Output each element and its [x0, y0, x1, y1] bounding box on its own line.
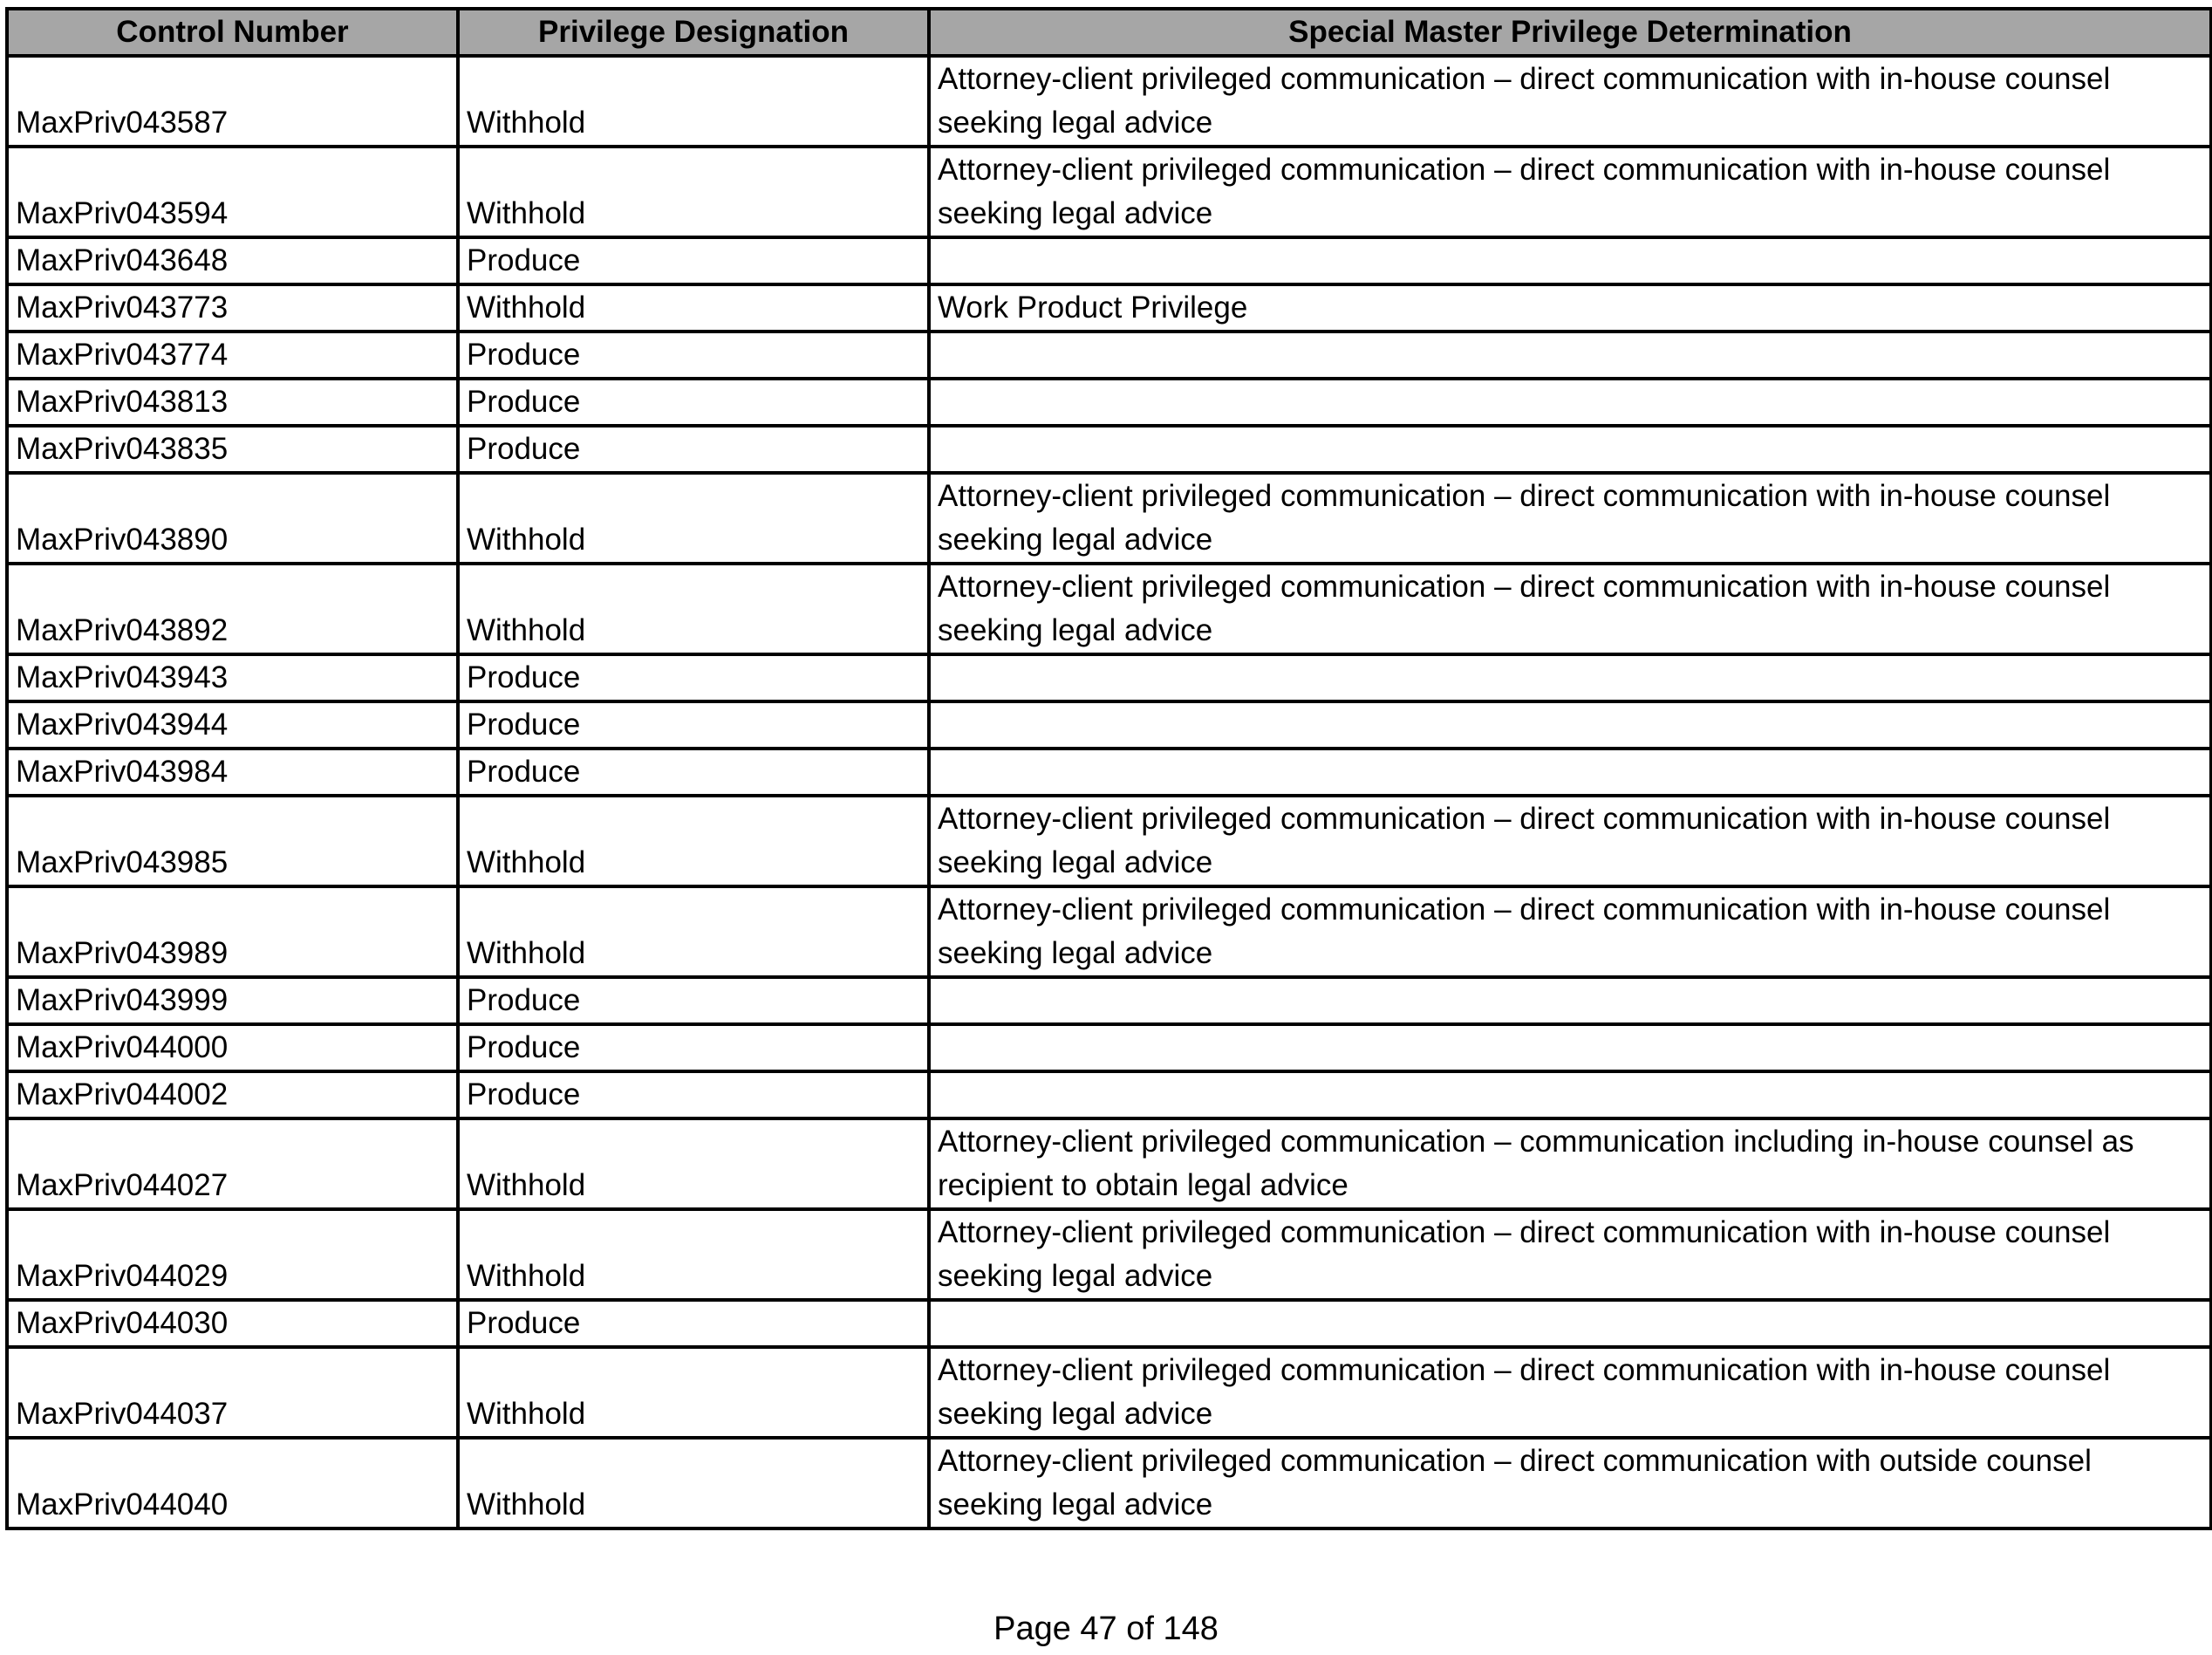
determination-cell	[929, 426, 2211, 473]
control-number-cell: MaxPriv044029	[7, 1209, 458, 1300]
control-number-cell: MaxPriv043890	[7, 473, 458, 564]
control-number-cell: MaxPriv043835	[7, 426, 458, 473]
table-row	[7, 284, 2211, 332]
determination-cell	[929, 1071, 2211, 1118]
determination-cell: Attorney-client privileged communication – direct communication with in-house counsel seeking legal advice	[929, 1347, 2211, 1438]
table-row	[7, 147, 2211, 237]
determination-cell: Attorney-client privileged communication – direct communication with in-house counsel seeking legal advice	[929, 56, 2211, 147]
privilege-designation-cell: Produce	[458, 1071, 929, 1118]
privilege-designation-cell: Produce	[458, 237, 929, 284]
privilege-designation-cell: Withhold	[458, 564, 929, 654]
privilege-log-table	[5, 7, 2212, 1530]
table-row	[7, 1024, 2211, 1071]
determination-cell	[929, 654, 2211, 701]
privilege-designation-cell: Produce	[458, 749, 929, 796]
privilege-designation-cell: Withhold	[458, 1209, 929, 1300]
determination-cell: Attorney-client privileged communication – direct communication with in-house counsel seeking legal advice	[929, 473, 2211, 564]
table-row	[7, 1118, 2211, 1209]
privilege-designation-cell: Produce	[458, 1024, 929, 1071]
privilege-designation-cell: Produce	[458, 977, 929, 1024]
control-number-cell: MaxPriv043989	[7, 886, 458, 977]
control-number-cell: MaxPriv044040	[7, 1438, 458, 1528]
table-row	[7, 886, 2211, 977]
control-number-cell: MaxPriv043984	[7, 749, 458, 796]
table-row	[7, 701, 2211, 749]
determination-cell	[929, 749, 2211, 796]
control-number-cell: MaxPriv043943	[7, 654, 458, 701]
determination-cell: Attorney-client privileged communication – direct communication with in-house counsel seeking legal advice	[929, 886, 2211, 977]
determination-cell: Attorney-client privileged communication – direct communication with in-house counsel seeking legal advice	[929, 147, 2211, 237]
determination-cell: Attorney-client privileged communication – direct communication with outside counsel seeking legal advice	[929, 1438, 2211, 1528]
control-number-cell: MaxPriv044000	[7, 1024, 458, 1071]
control-number-cell: MaxPriv043587	[7, 56, 458, 147]
control-number-cell: MaxPriv044027	[7, 1118, 458, 1209]
privilege-designation-cell: Withhold	[458, 1118, 929, 1209]
determination-cell: Attorney-client privileged communication – direct communication with in-house counsel seeking legal advice	[929, 796, 2211, 886]
table-row	[7, 1209, 2211, 1300]
privilege-designation-cell: Withhold	[458, 473, 929, 564]
determination-cell	[929, 379, 2211, 426]
table-row	[7, 426, 2211, 473]
table-row	[7, 56, 2211, 147]
table-row	[7, 473, 2211, 564]
control-number-cell: MaxPriv043594	[7, 147, 458, 237]
control-number-cell: MaxPriv044002	[7, 1071, 458, 1118]
table-row	[7, 977, 2211, 1024]
privilege-designation-cell: Withhold	[458, 147, 929, 237]
control-number-cell: MaxPriv044037	[7, 1347, 458, 1438]
table-row	[7, 749, 2211, 796]
control-number-cell: MaxPriv043999	[7, 977, 458, 1024]
control-number-cell: MaxPriv043985	[7, 796, 458, 886]
table-row	[7, 1438, 2211, 1528]
control-number-cell: MaxPriv043774	[7, 332, 458, 379]
privilege-designation-cell: Produce	[458, 332, 929, 379]
privilege-designation-cell: Produce	[458, 701, 929, 749]
privilege-designation-cell: Withhold	[458, 1347, 929, 1438]
determination-cell	[929, 701, 2211, 749]
determination-cell	[929, 237, 2211, 284]
privilege-designation-cell: Withhold	[458, 886, 929, 977]
header-privilege-designation: Privilege Designation	[458, 9, 929, 56]
table-header-row	[7, 9, 2211, 56]
privilege-designation-cell: Produce	[458, 1300, 929, 1347]
privilege-designation-cell: Produce	[458, 379, 929, 426]
determination-cell	[929, 977, 2211, 1024]
control-number-cell: MaxPriv043813	[7, 379, 458, 426]
determination-cell	[929, 1024, 2211, 1071]
control-number-cell: MaxPriv043648	[7, 237, 458, 284]
table-row	[7, 379, 2211, 426]
control-number-cell: MaxPriv043773	[7, 284, 458, 332]
table-row	[7, 796, 2211, 886]
control-number-cell: MaxPriv044030	[7, 1300, 458, 1347]
privilege-designation-cell: Produce	[458, 654, 929, 701]
determination-cell: Attorney-client privileged communication – communication including in-house counsel as recipient to obtain legal advice	[929, 1118, 2211, 1209]
table-row	[7, 654, 2211, 701]
header-control-number: Control Number	[7, 9, 458, 56]
table-row	[7, 1347, 2211, 1438]
privilege-designation-cell: Withhold	[458, 56, 929, 147]
control-number-cell: MaxPriv043892	[7, 564, 458, 654]
table-row	[7, 1071, 2211, 1118]
table-row	[7, 1300, 2211, 1347]
page-number: Page 47 of 148	[993, 1611, 1219, 1647]
privilege-designation-cell: Withhold	[458, 796, 929, 886]
header-special-master-determination: Special Master Privilege Determination	[929, 9, 2211, 56]
privilege-designation-cell: Withhold	[458, 284, 929, 332]
determination-cell	[929, 332, 2211, 379]
privilege-designation-cell: Produce	[458, 426, 929, 473]
table-row	[7, 332, 2211, 379]
determination-cell: Work Product Privilege	[929, 284, 2211, 332]
privilege-designation-cell: Withhold	[458, 1438, 929, 1528]
control-number-cell: MaxPriv043944	[7, 701, 458, 749]
determination-cell	[929, 1300, 2211, 1347]
determination-cell: Attorney-client privileged communication – direct communication with in-house counsel seeking legal advice	[929, 1209, 2211, 1300]
determination-cell: Attorney-client privileged communication – direct communication with in-house counsel seeking legal advice	[929, 564, 2211, 654]
table-row	[7, 564, 2211, 654]
table-row	[7, 237, 2211, 284]
